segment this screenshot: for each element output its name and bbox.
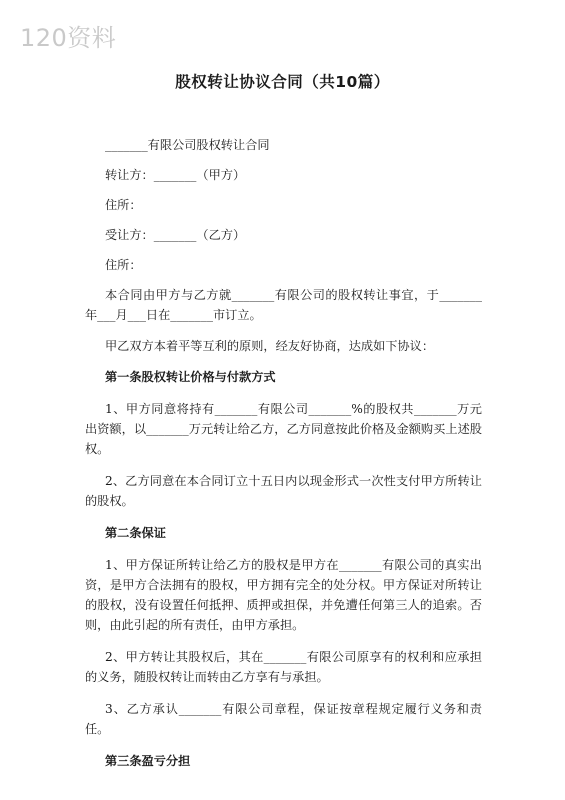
clause-paragraph: 2、乙方同意在本合同订立十五日内以现金形式一次性支付甲方所转让的股权。 bbox=[85, 474, 482, 508]
transferor-line: 转让方：_______（甲方） bbox=[105, 168, 246, 182]
transferee-address-line: 住所： bbox=[105, 258, 142, 272]
section-heading: 第一条股权转让价格与付款方式 bbox=[105, 370, 276, 384]
clause-paragraph: 2、甲方转让其股权后，其在_______有限公司原享有的权利和应承担的义务，随股权转让而转由乙方享有与承担。 bbox=[85, 650, 482, 684]
contract-name-line: _______有限公司股权转让合同 bbox=[105, 138, 270, 152]
document-body bbox=[85, 135, 482, 783]
intro-paragraph: 甲乙双方本着平等互利的原则，经友好协商，达成如下协议： bbox=[105, 339, 435, 353]
section-heading: 第三条盈亏分担 bbox=[105, 754, 191, 768]
transferor-address-line: 住所： bbox=[105, 198, 142, 212]
clause-paragraph: 1、甲方保证所转让给乙方的股权是甲方在_______有限公司的真实出资，是甲方合法拥有的股权，甲方拥有完全的处分权。甲方保证对所转让的股权，没有设置任何抵押、质押或担保，并免遭任何第三人的追索。否则，由此引起的所有责任，由甲方承担。 bbox=[85, 558, 482, 632]
transferee-line: 受让方：_______（乙方） bbox=[105, 228, 246, 242]
intro-paragraph: 本合同由甲方与乙方就_______有限公司的股权转让事宜，于_______年___月___日在_______市订立。 bbox=[85, 288, 482, 322]
document-title: 股权转让协议合同（共10篇） bbox=[175, 73, 390, 91]
clause-paragraph: 3、乙方承认_______有限公司章程，保证按章程规定履行义务和责任。 bbox=[85, 702, 482, 736]
watermark-logo: 120资料 bbox=[20, 24, 117, 52]
clause-paragraph: 1、甲方同意将持有_______有限公司_______%的股权共_______万元出资额，以_______万元转让给乙方，乙方同意按此价格及金额购买上述股权。 bbox=[85, 402, 482, 456]
section-heading: 第二条保证 bbox=[105, 526, 166, 540]
